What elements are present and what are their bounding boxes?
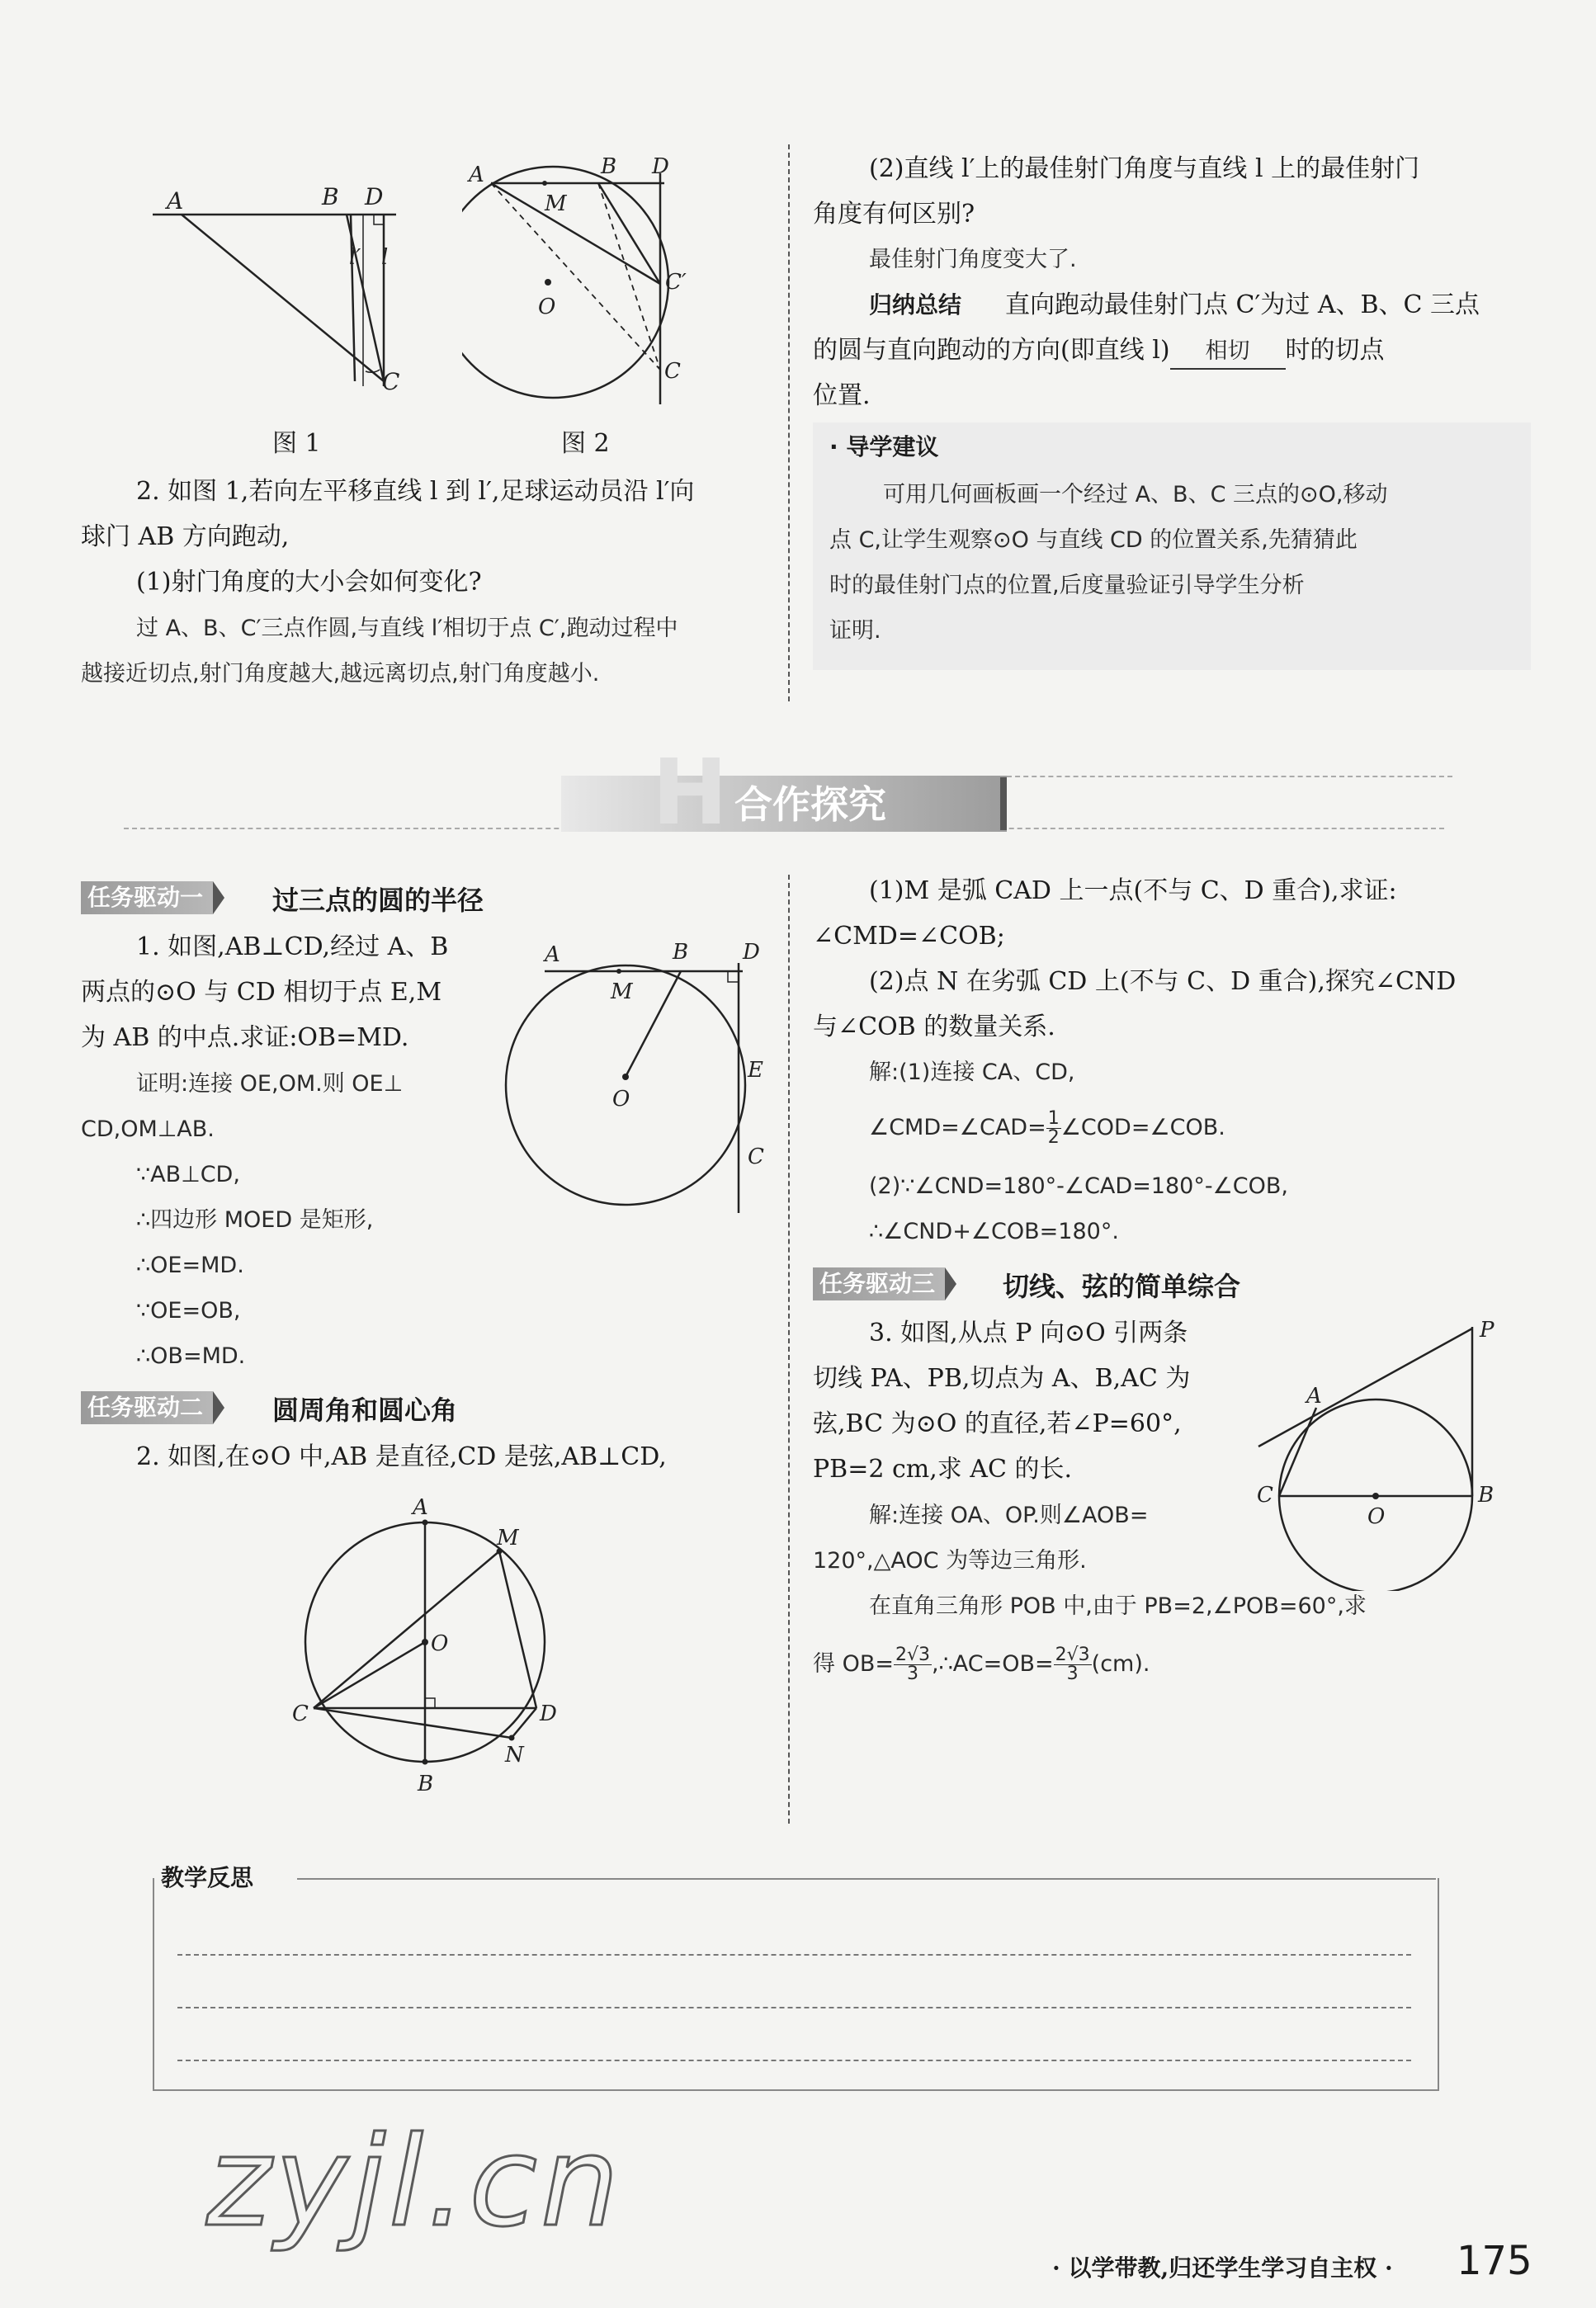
fig2-label-m: M	[545, 191, 567, 216]
task3-figure	[1242, 1319, 1514, 1591]
summary-line1: 直向跑动最佳射门点 C′为过 A、B、C 三点	[1005, 290, 1480, 319]
task3-q-line4: PB=2 cm,求 AC 的长.	[813, 1455, 1073, 1484]
fig1-label-d: D	[365, 183, 384, 210]
task1-proof-line3: ∵AB⊥CD,	[136, 1162, 240, 1187]
task3-sol-line4a: 得 OB=	[813, 1651, 894, 1677]
summary-line3: 位置.	[813, 381, 871, 410]
section-banner-line2	[1007, 776, 1452, 777]
task2-sub1-line2: ∠CMD=∠COB;	[813, 922, 1005, 951]
task1-fig-label-c: C	[748, 1145, 764, 1169]
task1-tag: 任务驱动一	[81, 881, 213, 914]
reflection-line-3	[177, 2060, 1411, 2061]
fig1-label-b: B	[322, 183, 339, 210]
q2-sub1: (1)射门角度的大小会如何变化?	[136, 568, 482, 597]
fig2-label-c: C	[664, 359, 681, 384]
task1-q-line2: 两点的⊙O 与 CD 相切于点 E,M	[81, 978, 442, 1007]
fig2-label-d: D	[652, 154, 669, 179]
fig1-label-l: l	[381, 245, 389, 270]
q2-sub2-line1: (2)直线 l′上的最佳射门角度与直线 l 上的最佳射门	[869, 154, 1420, 183]
task2-fig-label-m: M	[497, 1526, 519, 1550]
task3-sol-frac1-num: 2√3	[895, 1645, 930, 1665]
fig2-caption: 图 2	[561, 429, 610, 458]
task3-fig-label-b: B	[1478, 1483, 1494, 1508]
task1-figure	[503, 928, 776, 1225]
task1-fig-label-b: B	[673, 940, 689, 965]
task3-fig-label-p: P	[1480, 1319, 1494, 1343]
task2-sub1-line1: (1)M 是弧 CAD 上一点(不与 C、D 重合),求证:	[869, 876, 1397, 905]
task3-sol-frac2-den: 3	[1066, 1664, 1079, 1684]
task1-q-line3: 为 AB 的中点.求证:OB=MD.	[81, 1023, 409, 1052]
section-banner-bar	[1000, 777, 1007, 830]
page-number: 175	[1457, 2238, 1532, 2284]
task1-proof-line6: ∵OE=OB,	[136, 1298, 241, 1324]
task3-tag: 任务驱动三	[813, 1267, 945, 1300]
task1-fig-label-m: M	[611, 979, 633, 1004]
q2-sub2-line2: 角度有何区别?	[813, 200, 975, 229]
task1-q-line1: 1. 如图,AB⊥CD,经过 A、B	[136, 932, 449, 961]
guide-line3: 时的最佳射门点的位置,后度量验证引导学生分析	[829, 573, 1305, 598]
task2-sol-line2	[869, 1110, 1225, 1147]
q2-line1: 2. 如图 1,若向左平移直线 l 到 l′,足球运动员沿 l′向	[136, 477, 695, 506]
task2-fig-label-a: A	[413, 1495, 428, 1520]
task3-sol-line1: 解:连接 OA、OP.则∠AOB=	[869, 1503, 1149, 1528]
task3-sol-line2: 120°,△AOC 为等边三角形.	[813, 1548, 1087, 1574]
fig1-label-lprime: l′	[349, 245, 361, 270]
task2-sub2-line2: 与∠COB 的数量关系.	[813, 1012, 1055, 1041]
reflection-line-1	[177, 1954, 1411, 1956]
summary-title: 归纳总结	[869, 291, 962, 319]
task2-fig-label-c: C	[292, 1702, 309, 1726]
task2-sol-line3: (2)∵∠CND=180°-∠CAD=180°-∠COB,	[869, 1173, 1289, 1199]
task2-figure	[281, 1485, 594, 1807]
task2-q-line1: 2. 如图,在⊙O 中,AB 是直径,CD 是弦,AB⊥CD,	[136, 1442, 667, 1471]
fig2-label-b: B	[601, 154, 617, 179]
q2-line2: 球门 AB 方向跑动,	[81, 522, 290, 551]
task2-sol-frac	[1046, 1110, 1061, 1147]
task2-sol-line2b: ∠COD=∠COB.	[1060, 1115, 1225, 1140]
task2-sub2-line1: (2)点 N 在劣弧 CD 上(不与 C、D 重合),探究∠CND	[869, 967, 1457, 996]
section-banner-letter: H	[652, 739, 729, 845]
q2-sub2-ans: 最佳射门角度变大了.	[869, 247, 1077, 272]
task3-sol-frac1	[894, 1646, 932, 1683]
guide-line4: 证明.	[829, 618, 881, 644]
fig1-label-a: A	[167, 187, 184, 215]
guide-line2: 点 C,让学生观察⊙O 与直线 CD 的位置关系,先猜猜此	[829, 527, 1358, 553]
task2-sol-line1: 解:(1)连接 CA、CD,	[869, 1060, 1075, 1085]
task3-sol-line4c: (cm).	[1091, 1651, 1150, 1677]
figure-2	[462, 149, 710, 413]
task3-fig-label-c: C	[1257, 1483, 1273, 1508]
task1-fig-label-e: E	[748, 1058, 763, 1083]
task3-fig-label-o: O	[1367, 1504, 1386, 1529]
task3-sol-frac1-den: 3	[906, 1664, 918, 1684]
section-banner-title: 合作探究	[734, 782, 886, 827]
task2-sol-frac-num: 1	[1047, 1108, 1060, 1129]
task2-fig-label-d: D	[540, 1702, 557, 1726]
task1-fig-label-d: D	[743, 940, 760, 965]
guide-title: · 导学建议	[829, 433, 939, 460]
column-divider-top	[788, 144, 790, 701]
task2-tag: 任务驱动二	[81, 1391, 213, 1424]
reflection-title: 教学反思	[161, 1864, 254, 1891]
q2-ans2: 越接近切点,射门角度越大,越远离切点,射门角度越小.	[81, 661, 600, 687]
task3-sol-frac2-num: 2√3	[1055, 1645, 1090, 1665]
figure-1	[149, 173, 413, 404]
fig1-caption: 图 1	[272, 429, 321, 458]
reflection-line-2	[177, 2007, 1411, 2008]
guide-line1: 可用几何画板画一个经过 A、B、C 三点的⊙O,移动	[883, 482, 1388, 507]
task1-fig-label-o: O	[612, 1087, 630, 1112]
q2-ans1: 过 A、B、C′三点作圆,与直线 l′相切于点 C′,跑动过程中	[136, 616, 678, 641]
task1-proof-line4: ∴四边形 MOED 是矩形,	[136, 1207, 374, 1233]
summary-blank: 相切	[1170, 335, 1286, 370]
summary-line2a: 的圆与直向跑动的方向(即直线 l)	[813, 336, 1170, 365]
watermark: zyjl.cn	[206, 2111, 623, 2254]
summary-line2	[813, 334, 1385, 370]
task2-sol-frac-den: 2	[1047, 1127, 1060, 1148]
task1-title: 过三点的圆的半径	[272, 885, 484, 916]
task1-proof-line7: ∴OB=MD.	[136, 1343, 246, 1369]
task3-q-line3: 弦,BC 为⊙O 的直径,若∠P=60°,	[813, 1409, 1182, 1438]
task2-fig-label-o: O	[431, 1631, 449, 1656]
task3-sol-line3: 在直角三角形 POB 中,由于 PB=2,∠POB=60°,求	[869, 1593, 1367, 1619]
fig2-label-cprime: C′	[665, 270, 687, 295]
summary-line2b: 时的切点	[1285, 336, 1385, 365]
task3-sol-line4b: ,∴AC=OB=	[932, 1651, 1054, 1677]
fig2-label-a: A	[469, 163, 484, 187]
task3-sol-line4	[813, 1646, 1150, 1683]
footer-motto: · 以学带教,归还学生学习自主权 ·	[1052, 2254, 1393, 2282]
task2-fig-label-n: N	[505, 1743, 524, 1768]
task1-proof-line1: 证明:连接 OE,OM.则 OE⊥	[136, 1071, 404, 1097]
task1-fig-label-a: A	[545, 942, 560, 967]
task2-sol-line2a: ∠CMD=∠CAD=	[869, 1115, 1046, 1140]
task3-sol-frac2	[1054, 1646, 1092, 1683]
task3-title: 切线、弦的简单综合	[1003, 1271, 1241, 1302]
task2-fig-label-b: B	[418, 1772, 434, 1796]
column-divider-bottom	[788, 875, 790, 1824]
task2-title: 圆周角和圆心角	[272, 1395, 458, 1426]
task1-proof-line2: CD,OM⊥AB.	[81, 1116, 215, 1142]
fig2-label-o: O	[538, 295, 556, 319]
task2-sol-line4: ∴∠CND+∠COB=180°.	[869, 1219, 1119, 1244]
task1-proof-line5: ∴OE=MD.	[136, 1253, 244, 1278]
task3-q-line1: 3. 如图,从点 P 向⊙O 引两条	[869, 1319, 1188, 1348]
task3-q-line2: 切线 PA、PB,切点为 A、B,AC 为	[813, 1364, 1191, 1393]
task3-fig-label-a: A	[1306, 1384, 1322, 1409]
fig1-label-c: C	[382, 368, 400, 395]
